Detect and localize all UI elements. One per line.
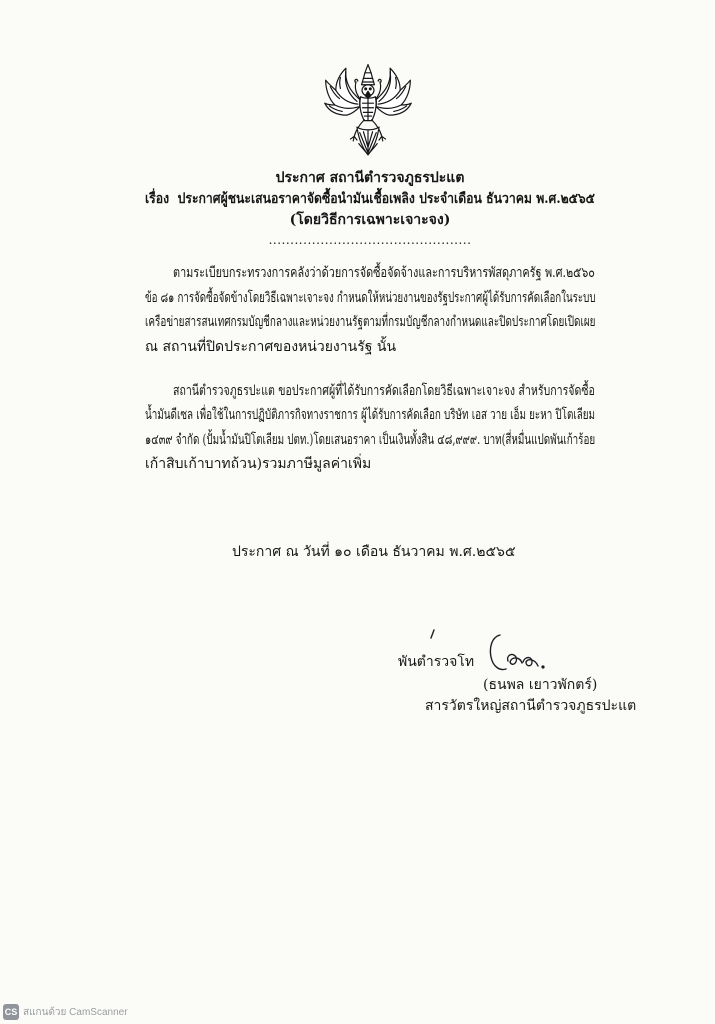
paragraph-line: น้ำมันดีเซล เพื่อใช้ในการปฏิบัติภารกิจทางราชการ ผู้ได้รับการคัดเลือก บริษัท เอส วาย เอ็ม ยะหา ปิโตเลียม	[145, 407, 596, 423]
paragraph-line: ตามระเบียบกระทรวงการคลังว่าด้วยการจัดซื้อจัดจ้างและการบริหารพัสดุภาครัฐ พ.ศ.๒๕๖๐	[173, 265, 595, 281]
camscanner-logo-icon: CS	[3, 1004, 19, 1020]
subject-text: ประกาศผู้ชนะเสนอราคาจัดซื้อนำมันเชื้อเพลิง ประจำเดือน ธันวาคม พ.ศ.๒๕๖๕	[177, 191, 595, 207]
dotted-separator: ...............................................	[268, 233, 472, 247]
paragraph-line: ๑๔๓๙ จำกัด (ปั้มน้ำมันปิโตเลียม ปตท.)โดยเสนอราคา เป็นเงินทั้งสิน ๔๘,๙๙๙. บาท(สี่หมื่นแปดพันเก้าร้อย	[145, 432, 596, 448]
paragraph-line: ข้อ ๘๑ การจัดซื้อจัดข้างโดยวิธีเฉพาะเจาะจง กำหนดให้หน่วยงานของรัฐประกาศผู้ได้รับการคัดเลือกในระบบ	[145, 290, 596, 306]
tail-feathers	[357, 127, 379, 155]
right-wing	[376, 68, 411, 115]
signer-name: (ธนพล เยาวพักตร์)	[483, 677, 598, 693]
paragraph-line: ณ สถานที่ปิดประกาศของหน่วยงานรัฐ นั้น	[145, 339, 397, 355]
crown-spire	[362, 65, 375, 85]
camscanner-text: สแกนด้วย CamScanner	[23, 1006, 128, 1018]
paragraph-line: เครือข่ายสารสนเทศกรมบัญชีกลางและหน่วยงานรัฐตามที่กรมบัญชีกลางกำหนดและปิดประกาศโดยเปิดเผย	[145, 314, 596, 330]
announcement-date: ประกาศ ณ วันที่ ๑๐ เดือน ธันวาคม พ.ศ.๒๕๖๕	[232, 544, 516, 560]
subject-line	[145, 189, 595, 209]
garuda-body	[360, 97, 376, 121]
garuda-head	[362, 85, 374, 98]
signer-rank: พันตำรวจโท	[398, 654, 475, 670]
camscanner-watermark	[3, 1003, 128, 1021]
signer-position: สารวัตรใหญ่สถานีตำรวจภูธรปะแต	[425, 698, 637, 714]
procurement-method: (โดยวิธีการเฉพาะเจาะจง)	[289, 212, 451, 228]
announcement-title: ประกาศ สถานีตำรวจภูธรปะแต	[275, 170, 465, 186]
subject-label: เรื่อง	[145, 191, 170, 207]
left-wing	[325, 68, 360, 115]
garuda-emblem-icon	[322, 60, 414, 162]
paragraph-line: สถานีตำรวจภูธรปะแต ขอประกาศผู้ที่ได้รับการคัดเลือกโดยวิธีเฉพาะเจาะจง สำหรับการจัดซื้อ	[173, 383, 595, 399]
paragraph-line: เก้าสิบเก้าบาทถ้วน)รวมภาษีมูลค่าเพิ่ม	[145, 456, 372, 472]
